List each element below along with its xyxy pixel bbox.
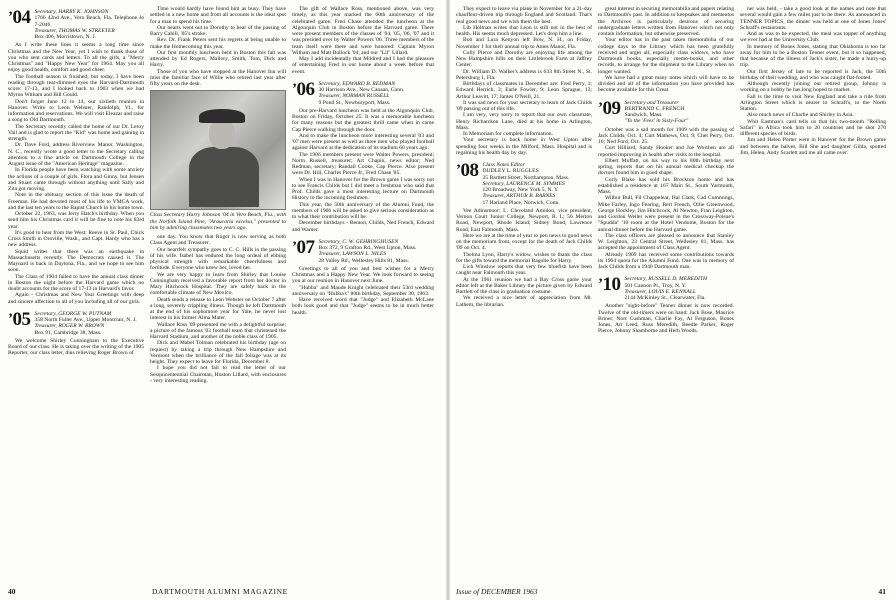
right-column-1 — [456, 6, 592, 586]
paragraph: Jim and Helen Porter were in Hanover for the Brown game and between the halves, Bill She and daughter Gilda, spotted Jim, Helen, Andy Scarlett and me all came over. — [740, 137, 886, 156]
treasurer-line: Treasurer, ROGER W. BROWN — [34, 323, 105, 330]
paragraph: Death sends a release to Leon Webster on October 7 after a long, severely crippling illness. Though he left Dartmouth at the end of his sophomore year for Yale, he never lost interest in his former Alma Mater. — [150, 296, 286, 322]
treasurer-address: 28 Valley Rd., Wellesley Hills 81, Mass. — [318, 257, 409, 264]
class-year: ’07 — [292, 236, 315, 258]
paragraph: "Hubba" and Maude Knight celebrated their 53rd wedding anniversary on "Hubba's" 80th birthday, September 30, 1963. — [292, 284, 434, 297]
class-heading-07 — [292, 236, 434, 264]
paragraph: The Secretary recently called the home of our Dr. Leroy Vail and is glad to report the "Kid" was home and gaining in strength. — [8, 123, 144, 142]
paragraph: I am very, very sorry to report that our own classmate, Henry Richardson Lane, died at his home in Arlington, Mass. — [456, 112, 592, 131]
paragraph: Dr. Dave Ford, address Riverview Manor, Washington, N. C., recently wrote a good letter to the Secretary calling attention to a fine article on Dartmouth College in the August issue of the "American Heritage" magazine. — [8, 142, 144, 167]
class-notes-07 — [292, 266, 434, 316]
paragraph: Corly Blake has sold his Brockton home and has established a residence at 167 Main St., South Yarmouth, Mass. — [598, 176, 734, 195]
paragraph: The Class of 1904 failed to have the annual class dinner in Boston the night before the Harvard game which no doubt accounts for the score of 17-13 in Harvard's favor. — [8, 273, 144, 292]
treasurer-address: Box 406, Morristown, N. J. — [34, 34, 97, 40]
paragraph: They expect to leave via plane in November for a 21-day chauffeur-driven trip through England and Scotland. That's real good news and we wish them the best. — [456, 6, 592, 25]
paragraph: Your editor has in the past taken memorabilia of our college days to the Library which has been gratefully received and urges all, especially class widows, who have Dartmouth books, especially memo-books, and other records, to arrange for the shipment to the Library when no longer wanted. — [598, 37, 734, 75]
editor-name: DUDLEY L. RUGGLES — [482, 168, 539, 175]
paragraph: And as was to be expected, the meal was topper of anything we ever had at the University Club. — [740, 31, 886, 44]
treasurer-line: Treasurer, LAWSON L. NILES — [318, 251, 387, 258]
treasurer-line: Treasurer, THOMAS W. STREETER — [34, 27, 115, 34]
paragraph: Our first Jersey of late to be reported is Jack, the 50th birthday of their wedding, and who was caught flat-footed. — [740, 68, 886, 81]
paragraph: Dr. William D. Walker's address is 633 8th Street N., St. Petersburg 1, Fla. — [456, 68, 592, 81]
paragraph: May I add incidentally that Mildred and I had the pleasure of entertaining Fred in our home about a week before that event. — [292, 56, 434, 75]
paragraph: The gift of Wallace Ross, mentioned above, was very timely, as this year marked the 60th anniversary of the celebrated game. Fred Chase attended the luncheon at the Algonquin Club in Boston before the Harvard game. There were present members of the classes of '04, '05, '06, '07 and it was presided over by Walter Powers '06. Three members of the team itself were there and were honored: Captain Myron Witham and Matt Bullock '04, and our "Lil" Lillard. — [292, 6, 434, 56]
class-notes-05-continued — [150, 6, 286, 87]
paragraph: The 1906 members present were Walter Powers, president; Norm Russell, treasurer; Art Chapin, news editor; Ned Redman, secretary; Randall Cooke, Cap Pierce. Also present were Dr. Hill, Charles Pierce Jr., Fred Chase '05. — [292, 151, 434, 177]
right-column-2 — [598, 6, 734, 586]
paragraph: Have received word that "Judge" and Elizabeth McLane both look good and that "Judge" seems to be in much better health. — [292, 297, 434, 316]
paragraph: Already 1909 has received some contributions towards its 1964 quota for the Alumni Fund. One was in memory of Jack Childs from a 1940 Dartmouth man. — [598, 251, 734, 270]
paragraph: Also much news of Charlie and Shirley in Asia. — [747, 112, 854, 119]
treasurer-address: 17 Harland Place, Norwich, Conn. — [482, 199, 560, 206]
paragraph: Rev. Dr. Frank Peters sent his regrets at being unable to make the Homecoming this year. — [150, 37, 286, 50]
paragraph: Note in the obituary section of this issue the death of Freeman. He had devoted most of his life to YMCA work, and the last ten years to the Bapist Church in his home town. — [8, 192, 144, 211]
paragraph: Your secretary is back home in West Upton after spending four weeks in the Milford, Mass. Hospital and is regaining his health day by day. — [456, 137, 592, 156]
right-page — [448, 0, 896, 600]
paragraph: At the 1961 reunion we had a Bay Cross game your editor left at the Baker Library the picture given by Edward Bartlett of the class in graduation costume. — [456, 276, 592, 295]
paragraph: Wallace Ross '09 presented me with a delightful surprise: a picture of the famous '03 football team that christened the Harvard Stadium, and another of the noble class of 1905. — [150, 321, 286, 341]
page-number: 41 — [878, 587, 886, 596]
class-year: ’05 — [8, 308, 31, 330]
paragraph: Elbert Moffatt, on his way to his 80th birthday next spring, reports that on his annual medical checkup the doctors found him in good shape. — [598, 157, 734, 177]
class-photo — [150, 90, 286, 210]
secretary-line: Secretary, RUSSELL D. MEREDITH — [624, 276, 707, 283]
paragraph: Dick and Mabel Tolman celebrated his birthday (age on request) by taking a trip through New Hampshire and Vermont when the brilliance of the fall foliage was at its height. They expect to leave for Florida, December 8. — [150, 340, 286, 366]
secretary-line: Secretary, GEORGE W. PUTNAM — [34, 310, 112, 317]
class-year: ’04 — [8, 7, 31, 28]
paragraph: Our pre-Harvard luncheon was held at the Algonquin Club, Boston on Friday, October 25. It was a memorable luncheon for many reasons but the greatest thrill came when in came Cap Pierce walking through the door. — [292, 107, 434, 133]
class-notes-05 — [8, 338, 144, 357]
class-notes-08-continued — [598, 6, 734, 94]
treasurer-line: Treasurer, ARTHUR B. BARNES — [482, 193, 556, 200]
paragraph: In memory of Bones Jones, stating that Oklahoma is too far away for him to be a Boston Tenner event, but it so happened, that because of the illness of Jack's sister, he made a hurry-up trip. — [740, 43, 886, 69]
paragraph: Cully Pierce and Dorothy are enjoying life among the New Hampshire hills on their Littlebrook Farm at Jaffrey Center. — [456, 49, 592, 69]
paragraph: October 22, 1963, was Jerry Hatch's birthday. When you send him his Christmas card it will be fine to note his 83rd year. — [8, 211, 144, 230]
paragraph: I hope you did not fail to read the letter of our Sesquicentennial Chairman, Huston Lillard, with enclosures - very interesting reading. — [150, 365, 286, 384]
treasurer-address: 9 Pond St., Newburyport, Mass. — [318, 99, 391, 106]
paragraph: Our heartfelt sympathy goes to C. C. Hills in the passing of his wife. Isabel has endured the long ordeal of ebbing physical strength with remarkable cheerfulness and fortitude. Everyone who knew her, loved her. — [150, 246, 286, 272]
class-notes-07-continued — [456, 6, 592, 156]
paragraph: Wilbur Bull, Fil Chappelear, Hal Clark, Cad Cummings, Mike Farley, Ingo Fearing, Bert French, Ollie Greenwood, George Hockley, Jim Hitchcock, Al Newton, Fran Leighton, and Gordon Weiler were present in the Crossway-Polsue's "Spudda" '10 room at the Hotel Vendome, Boston for the annual dinner before the Harvard game. — [598, 195, 734, 233]
secretary-address: 120 Broadway, New York 5, N. Y. — [482, 187, 559, 193]
secretary-line: Secretary, C. W. GEHRINGHUSEN — [318, 238, 399, 245]
paragraph: We are very happy to learn from Shirley that Louise Cunningham received a favorable report from her doctor in Mary Hitchcock Hospital. They are safely back in the comfortable climate of New Mexico. — [150, 271, 286, 297]
paragraph: Lib Holman writes that Leon is still not in the best of health. His seems much depressed. Let's drop him a line. — [456, 24, 592, 37]
page-number: 40 — [8, 587, 16, 596]
paragraph: Time would hardly have found him as busy. They have settled in a new home and from all accounts is the ideal spot for a man to spend his time. — [150, 6, 286, 25]
secretary-line: Secretary and Treasurer — [624, 99, 679, 106]
class-notes-editor-label: Class Notes Editor — [482, 162, 525, 168]
treasurer-line: Treasurer, NORMAN RUSSELL — [318, 93, 390, 100]
paragraph: In Memoriam for complete information. — [463, 131, 553, 137]
paragraph: Squid writes that there was an earthquake in Massachusetts recently. The Democrats caused it. The Maynard is back in Daytona, Fla., and we hope to see him soon. — [8, 248, 144, 274]
class-heading-04 — [8, 9, 144, 40]
treasurer-address: Box 91, Cambridge 38, Mass. — [34, 329, 102, 336]
paragraph: Fall is the time to visit New England and take a ride from Arlington Street which is nearer to Schraft's, to the North Station. — [740, 93, 886, 112]
class-year: ’06 — [292, 78, 315, 100]
paragraph: We received a nice letter of appreciation from Mr. Lathem, the librarian. — [456, 295, 592, 308]
paragraph: And to make the luncheon more interesting several '03 and '07 men were present as well as three men who played football against Harvard at the dedication of its stadium 60 years ago. — [292, 132, 434, 152]
paragraph: one day. You know that Roger is now serving as both Class Agent and Treasurer. — [150, 234, 286, 247]
paragraph: great interest in securing memorabilia and papers relating to Dartmouth's past. In addition to keepsakes and mementos the Archives is particularly desirous of securing undergraduate letters written from Hanover which not only contain information, but otherwise preserved. — [598, 6, 734, 37]
class-notes-06 — [292, 108, 434, 233]
paragraph: Don't forget June 12 to 14, our sixtieth reunion in Hanover. Write to Leon Webster, Randolph, Vt., for information and reservations. We will visit Eleazar and raise a song to Old Dartmouth. — [8, 98, 144, 124]
treasurer-line: Treasurer, LOUIS E. KENNALL — [624, 288, 697, 295]
secretary-address: 30 Harrison Ave., New Canaan, Conn. — [318, 87, 405, 93]
right-column-3 — [740, 6, 886, 586]
photo-caption: Class Secretary Harry Johnson '04 in Vero Beach, Fla., with the Norfolk Island Pine, "Araucaria excelsa," presented to him by admiring classmates two years ago. — [150, 212, 286, 231]
class-heading-06 — [292, 78, 434, 106]
class-notes-08 — [456, 208, 592, 308]
paragraph: Curt Hilliard, Sandy Hooker and Joe Worthen are all reported improving in health after visits to the hospital. — [598, 145, 734, 158]
class-notes-04 — [8, 42, 144, 305]
class-year: ’09 — [598, 97, 621, 119]
secretary-address: Sandwich, Mass. — [624, 112, 663, 118]
paragraph: Those of you who have stopped at the Hanover Inn will miss the familiar face of Willie who retired last year after fifty years on the desk. — [150, 68, 286, 87]
paragraph: The football season is finished, but today, I have been reading through tear-dimmed eyes the Harvard-Dartmouth score: 17-13, and I looked back to 1903 when we had Myron Witham and Bill Gould. — [8, 73, 144, 99]
class-notes-10 — [598, 303, 734, 334]
paragraph: This year, the 50th anniversary of the Alumni Fund, the members of 1906 will be asked to give serious consideration as to what their contribution will be. — [292, 201, 434, 220]
paragraph: It's good to hear from the West: Reeve in St. Paul, Chick Cross Smith in Oroville, Wash., and Capt. Hardy who has a new address. — [8, 229, 144, 249]
paragraph: It was sad news for your secretary to learn of Jack Childs '09 passing out of this life. — [456, 99, 592, 112]
left-column-3 — [292, 6, 434, 586]
paragraph: As I write these lines it seems a long time since Christmas and the New Year, yet I wish to thank those of you who sent cards and letters. To all the girls, a "Merry Christmas" and "Happy New Year" for 1964. May you all enjoy good health, comfort and good cheer. — [8, 42, 144, 74]
class-notes-10-continued — [740, 6, 886, 156]
paragraph: Our first monthly luncheon held in Boston this fall was attended by Ed Rogers, Mallory, Smith, Tom, Dick and Harry. — [150, 49, 286, 69]
secretary-address: 501 Cannon Pl., Troy, N. Y. — [624, 282, 687, 289]
paragraph: Vee Adinsmoor: L. Cleveland Amidon, vice president, Vernon Court Junior College, Newport, R. I.; 56 Merton Road, Newport, Rhode Island; Sidney Bond, Lawrence Road, East Falmouth, Mass. — [456, 207, 592, 233]
secretary-address: 358 North Fuller Ave., Upper Montclair, N. J. — [34, 317, 137, 323]
paragraph: In Florida people have been watching with some anxiety the actions of a couple of girls, Flora and Ginny, but Jensen and Stuart came through without anything until Sally and Zita got moving. — [8, 167, 144, 192]
left-column-1 — [8, 6, 144, 586]
paragraph: Again - Christmas and New Year Greetings with deep and sincere affection to all of you including all of our girls. — [8, 292, 144, 305]
paragraph: Our hearts went out to Dorothy to hear of the passing of Barry Cahill, '05's stroke. — [150, 24, 286, 37]
magazine-title: DARTMOUTH ALUMNI MAGAZINE — [152, 587, 288, 596]
issue-date: Issue of DECEMBER 1963 — [456, 587, 538, 596]
class-heading-09 — [598, 97, 734, 125]
secretary-address: Box 372, 9 Grafton Rd., West Upton, Mass. — [318, 245, 417, 251]
paragraph: ner was held, - take a good look at the names and note that several would gain a few miles just to be there. As announced in TENNER TOPICS, the dinner was held at one of Jones Jones' Schraff's restaurants. — [740, 6, 886, 31]
paragraph: Whit Eastman's card tells us that his two-month "Rolling Safari" in Africa took him to 20 countries and he shot 270 different species of birds. — [740, 118, 886, 137]
editor-address: 25 Bartlett Street, Northampton, Mass. — [482, 174, 570, 181]
class-heading-08 — [456, 162, 592, 206]
paragraph: We have had a great many notes which will have to be divided and all of the information you have provided has become available for this Great. — [598, 74, 734, 94]
left-column-2 — [150, 6, 286, 586]
secretary-line: Secretary, EDWARD B. REDMAN — [318, 80, 396, 87]
class-notes-09 — [598, 127, 734, 271]
paragraph: We welcome Shirley Cunningham to the Executive Board of our class. He is taking over the writing of the 1905 Reporter, our class letter, thus relieving Roger Brown of — [8, 337, 144, 357]
class-notes-05-end — [292, 6, 434, 75]
paragraph: Although recently joining our retired group, Johnny is working on a hobby he has long hoped to market. — [740, 81, 886, 94]
paragraph: Birthdays of classmates in December are: Fred Perry, 1; Edward Herrick, 3; Earle Fowler, 9; Leon Sprague, 13; Arthur Leavitt, 17; James O'Neill, 21. — [456, 81, 592, 100]
secretary-line: Secretary, LAURENCE M. SYMMES — [482, 180, 565, 187]
secretary-name: BERTRAND C. FRENCH — [624, 105, 685, 112]
paragraph: December birthdays - Benton, Childs, Ned French, Edward and Warner. — [292, 220, 434, 233]
paragraph: Another "sight-before" Tenner dinner is now recorded. Twelve of the old-timers were on hand: Jack Bose, Maurice Briner, Nort Cushman, Charlie Fay, Al Ferguson, Bones Jones, Art Leed, Russ Meredith, Beedle Parker, Roger Pierce, Johnny Shamborne and Herb Woods. — [598, 303, 734, 335]
class-notes-05-more — [150, 234, 286, 384]
paragraph: The class officers are pleased to announce that Stanley W. Leighton, 23 Central Street, Wellesley 81, Mass. has accepted the appointment of Class Agent. — [598, 232, 734, 252]
paragraph: Bob and Lura Kenyon left Bow, N. H., on Friday, November 1 for their annual trip to Ames Manor, Fla. — [456, 37, 592, 50]
secretary-line: Secretary, HARRY K. JOHNSON — [34, 9, 109, 15]
secretary-address: 1766 42nd Ave., Vero Beach, Fla. Telephone Jo 7-2046 — [34, 15, 144, 28]
class-heading-10 — [598, 276, 734, 301]
paragraph: When I was in Hanover for the Brown game I was sorry not to see Francis Childs but I did meet a freshman who said that Prof. Childs gave a most interesting lecture on Dartmouth History to the incoming freshmen. — [292, 176, 434, 202]
paragraph: Thelma Lyon, Harry's widow, wishes to thank the class for the gifts toward the memorial Bagolie for Harry. — [456, 251, 592, 264]
paragraph: Here we are at the time of year to pen news to good news on the memorium front, except for the death of Jack Childs '09 on Oct. 4. — [456, 232, 592, 252]
class-tagline: "To the 'Fees' in Sixty-Four" — [624, 118, 689, 125]
class-year: ’10 — [598, 274, 621, 296]
class-heading-05 — [8, 308, 144, 336]
paragraph: October was a sad month for 1909 with the passing of Jack Childs, Oct. 4; Curt Mathews, Oct. 9; Chet Perry, Oct. 10; Ned Ford, Oct. 25. — [598, 126, 734, 145]
paragraph: Greetings to all of you and best wishes for a Merry Christmas and a Happy New Year. We look forward to seeing you at our reunion in Hanover next June. — [292, 265, 434, 285]
paragraph: Lich Winslow reports that very few bluefish have been caught near Falmouth this year. — [456, 264, 592, 277]
class-year: ’08 — [456, 160, 479, 181]
treasurer-address: 2144 McKinley St., Clearwater, Fla. — [624, 295, 706, 301]
